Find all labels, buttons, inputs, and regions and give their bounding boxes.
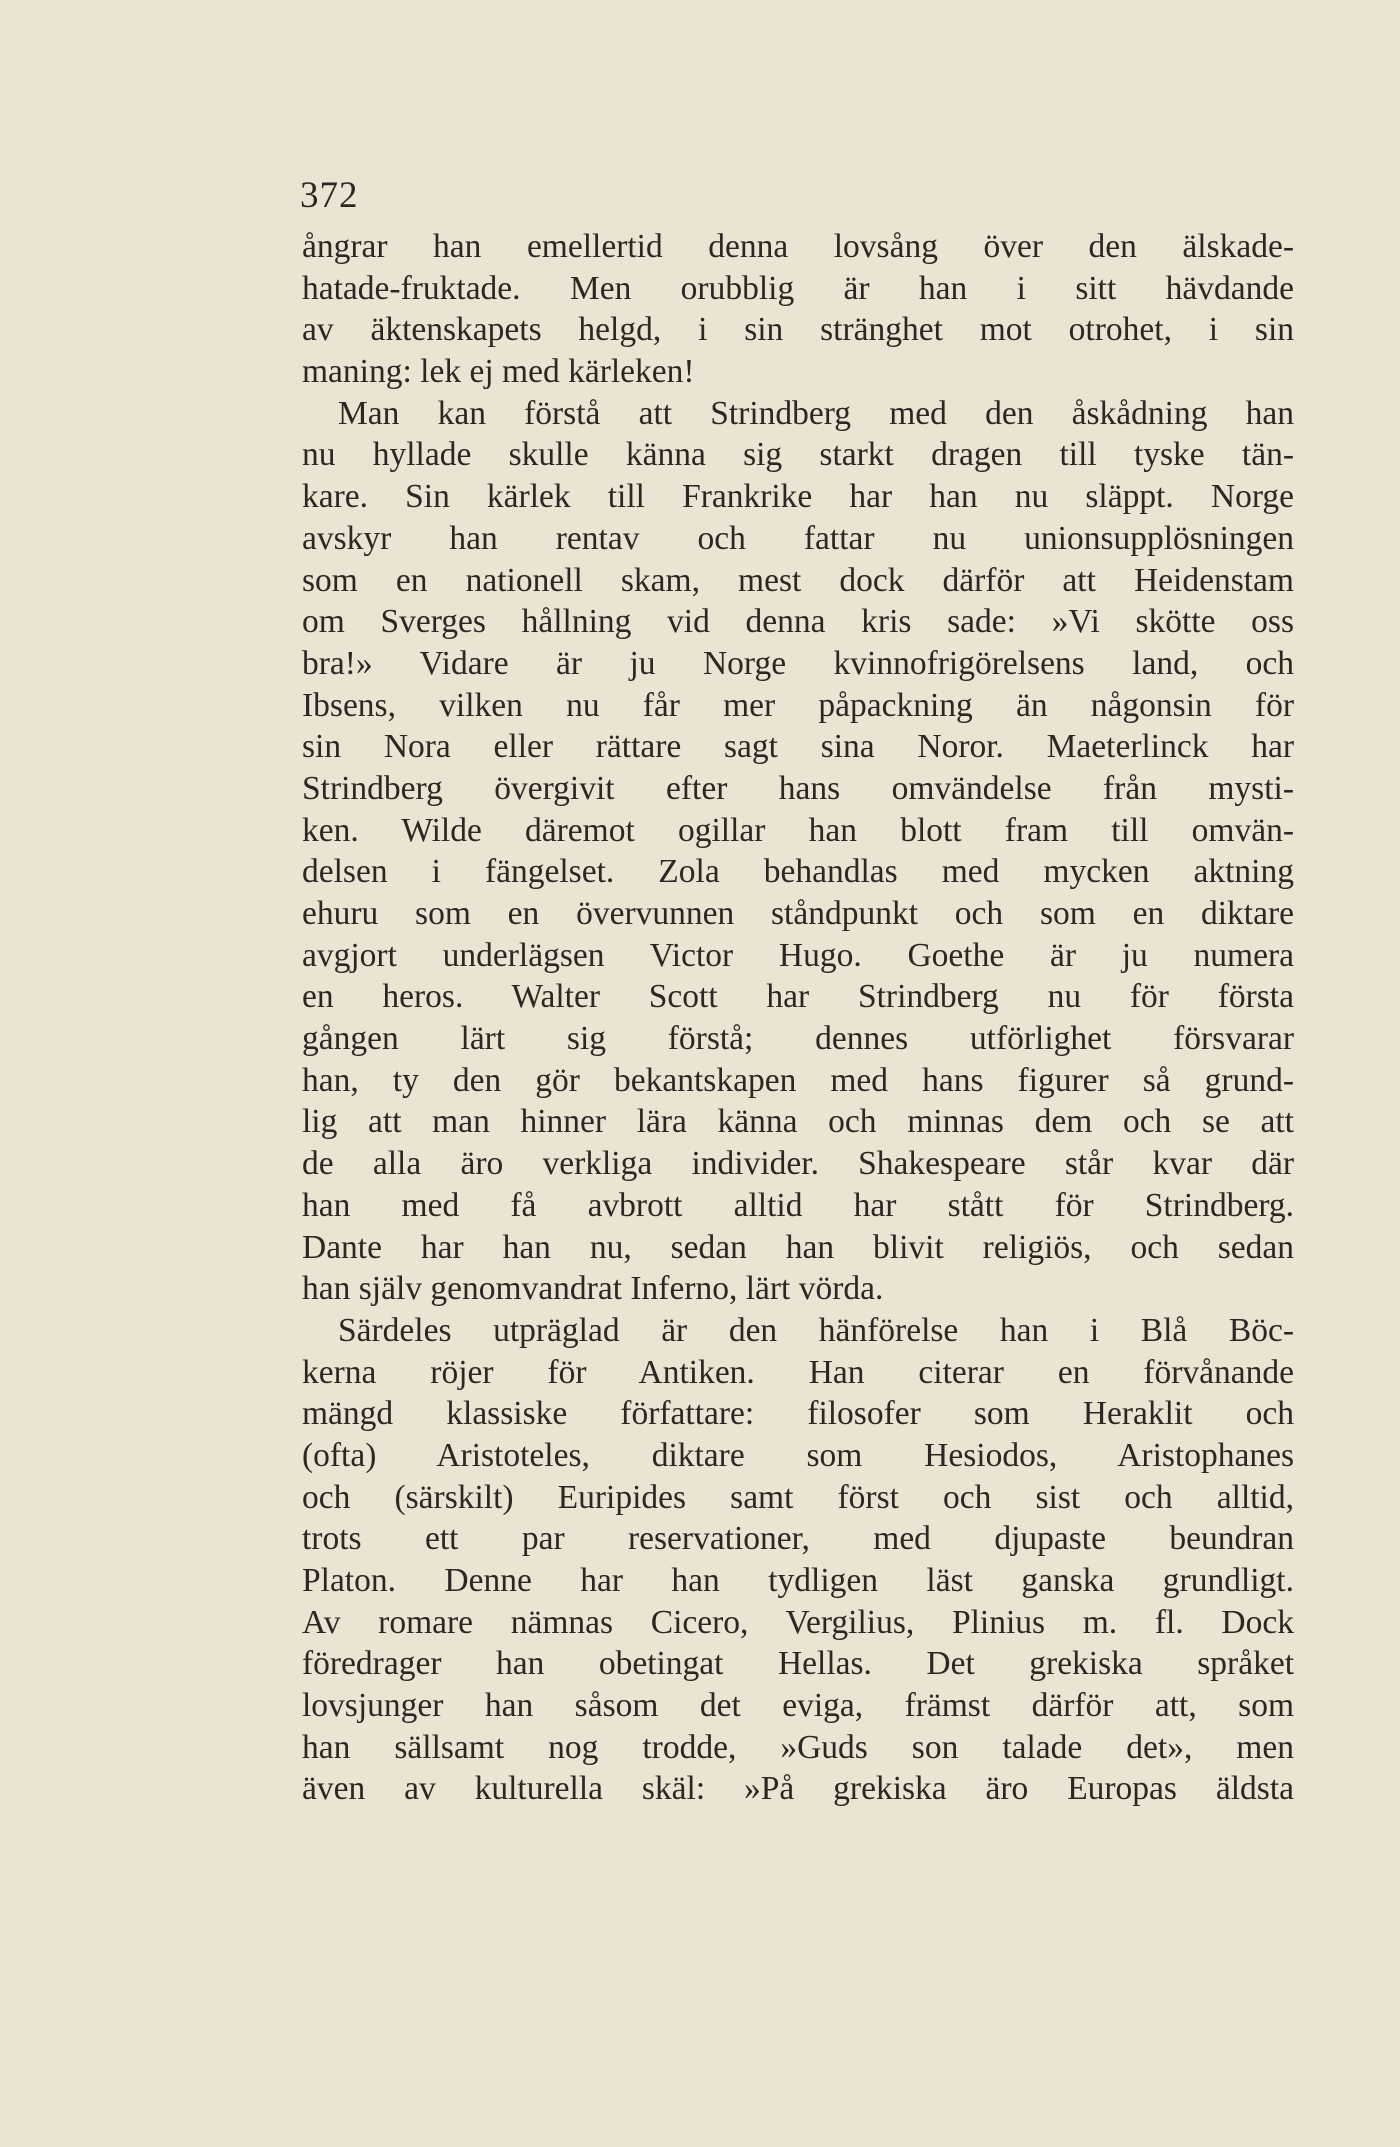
body-text: [302, 226, 1294, 1810]
text-line: avskyr han rentav och fattar nu unionsupplösningen: [302, 519, 1294, 557]
text-line: mängd klassiske författare: filosofer som Heraklit och: [302, 1395, 1294, 1433]
text-line: ångrar han emellertid denna lovsång över den älskade-: [302, 228, 1294, 265]
text-line: som en nationell skam, mest dock därför att Heidenstam: [302, 561, 1294, 599]
text-line: och (särskilt) Euripides samt först och sist och alltid,: [302, 1478, 1294, 1516]
text-line: Strindberg övergivit efter hans omvändelse från mysti-: [302, 769, 1294, 807]
text-line: Särdeles utpräglad är den hänförelse han i Blå Böc-: [338, 1311, 1294, 1349]
text-line: sin Nora eller rättare sagt sina Noror. Maeterlinck har: [302, 728, 1294, 766]
text-line: han själv genomvandrat Inferno, lärt vörda.: [302, 1270, 884, 1308]
text-line: Ibsens, vilken nu får mer påpackning än någonsin för: [302, 686, 1294, 724]
text-line: Man kan förstå att Strindberg med den åskådning han: [338, 394, 1294, 432]
text-line: föredrager han obetingat Hellas. Det grekiska språket: [302, 1645, 1294, 1683]
text-line: ken. Wilde däremot ogillar han blott fram till omvän-: [302, 811, 1294, 849]
text-line: (ofta) Aristoteles, diktare som Hesiodos, Aristophanes: [302, 1436, 1294, 1474]
text-line: lovsjunger han såsom det eviga, främst därför att, som: [302, 1687, 1294, 1725]
text-line: kare. Sin kärlek till Frankrike har han nu släppt. Norge: [302, 478, 1294, 516]
text-line: kerna röjer för Antiken. Han citerar en förvånande: [302, 1353, 1294, 1391]
text-line: hatade-fruktade. Men orubblig är han i sitt hävdande: [302, 269, 1294, 307]
text-line: av äktenskapets helgd, i sin stränghet mot otrohet, i sin: [302, 311, 1294, 349]
text-line: om Sverges hållning vid denna kris sade: »Vi skötte oss: [302, 603, 1294, 641]
text-line: Platon. Denne har han tydligen läst ganska grundligt.: [302, 1562, 1294, 1599]
text-line: ehuru som en övervunnen ståndpunkt och som en diktare: [302, 895, 1294, 932]
text-line: även av kulturella skäl: »På grekiska äro Europas äldsta: [302, 1770, 1294, 1808]
text-line: de alla äro verkliga individer. Shakespeare står kvar där: [302, 1145, 1294, 1183]
text-line: Dante har han nu, sedan han blivit religiös, och sedan: [302, 1228, 1294, 1266]
text-line: nu hyllade skulle känna sig starkt dragen till tyske tän-: [302, 436, 1294, 474]
page-number: 372: [300, 175, 359, 216]
text-line: en heros. Walter Scott har Strindberg nu för första: [302, 978, 1294, 1016]
text-line: trots ett par reservationer, med djupaste beundran: [302, 1520, 1294, 1558]
text-line: delsen i fängelset. Zola behandlas med mycken aktning: [302, 853, 1294, 891]
text-line: han sällsamt nog trodde, »Guds son talade det», men: [302, 1728, 1294, 1766]
text-line: gången lärt sig förstå; dennes utförlighet försvarar: [302, 1020, 1294, 1058]
text-line: Av romare nämnas Cicero, Vergilius, Plinius m. fl. Dock: [302, 1603, 1294, 1641]
text-line: han med få avbrott alltid har stått för Strindberg.: [302, 1186, 1294, 1224]
text-line: han, ty den gör bekantskapen med hans figurer så grund-: [302, 1061, 1294, 1099]
text-line: bra!» Vidare är ju Norge kvinnofrigörelsens land, och: [302, 644, 1294, 682]
text-line: lig att man hinner lära känna och minnas dem och se att: [302, 1103, 1294, 1141]
text-line: avgjort underlägsen Victor Hugo. Goethe är ju numera: [302, 936, 1294, 974]
text-line: maning: lek ej med kärleken!: [302, 353, 695, 391]
